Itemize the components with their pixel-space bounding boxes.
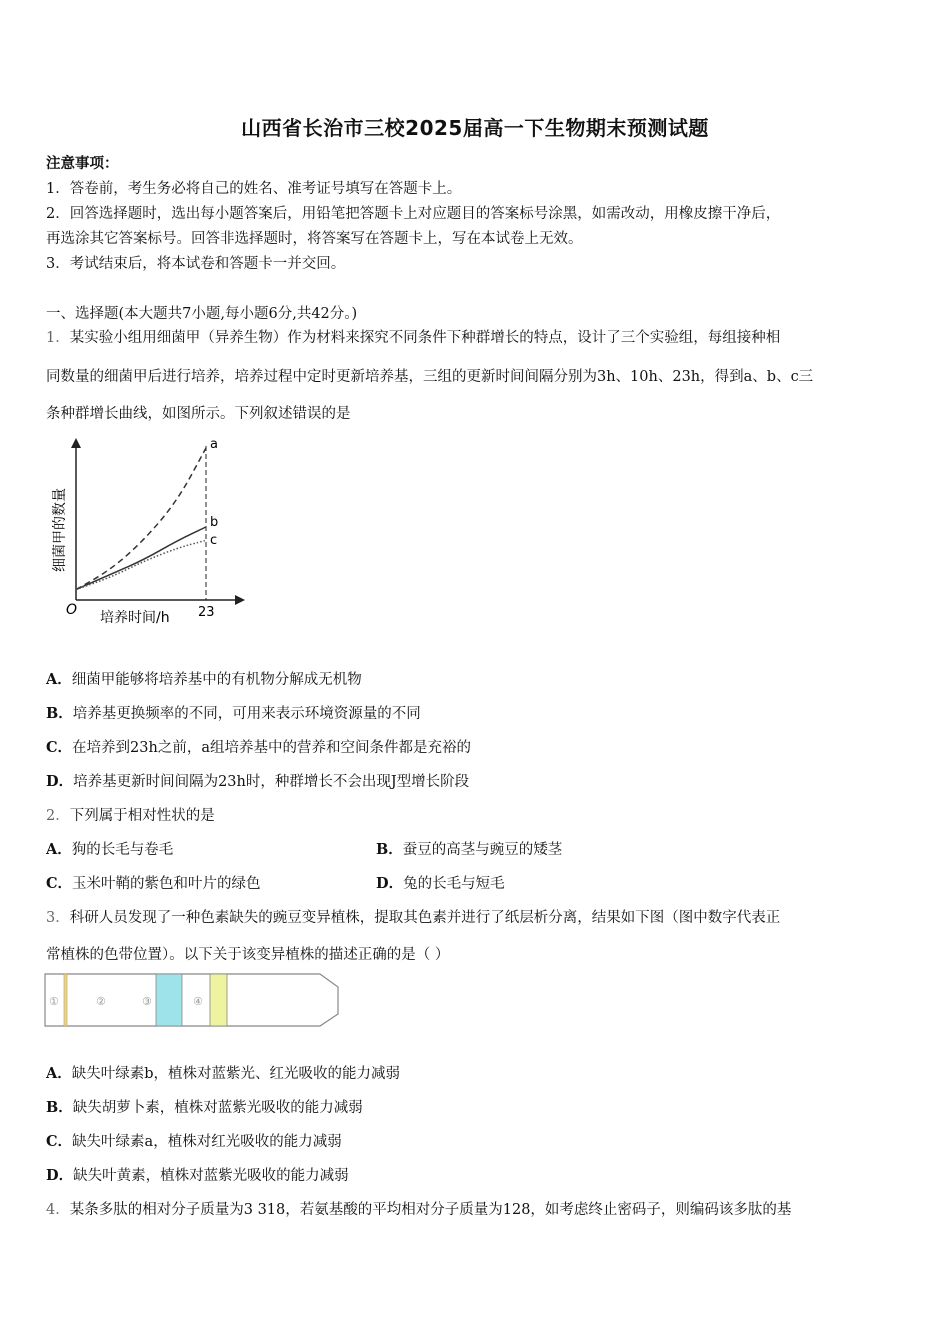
x-axis-label: 培养时间/h bbox=[100, 610, 170, 626]
option-text: 缺失叶绿素a，植株对红光吸收的能力减弱 bbox=[72, 1134, 342, 1150]
option-label: C． bbox=[46, 739, 73, 756]
question-number: 4． bbox=[46, 1202, 70, 1218]
question-number: 1． bbox=[46, 330, 70, 346]
option-d bbox=[46, 770, 469, 791]
series-b-label: b bbox=[210, 515, 219, 530]
question-1-line bbox=[46, 326, 780, 347]
x-tick-label: 23 bbox=[198, 605, 215, 620]
option-a bbox=[46, 668, 362, 689]
option-text: 在培养到23h之前，a组培养基中的营养和空间条件都是充裕的 bbox=[72, 740, 471, 756]
notice-item: 再选涂其它答案标号。回答非选择题时，将答案写在答题卡上，写在本试卷上无效。 bbox=[46, 231, 583, 247]
question-2-line bbox=[46, 804, 215, 825]
origin-label: O bbox=[66, 602, 78, 618]
question-text: 条种群增长曲线，如图所示。下列叙述错误的是 bbox=[46, 406, 351, 422]
notice-heading: 注意事项： bbox=[46, 155, 119, 172]
chromatography-strip bbox=[44, 972, 344, 1032]
question-text: 同数量的细菌甲后进行培养，培养过程中定时更新培养基，三组的更新时间间隔分别为3h、10h、23h，得到a、b、c三 bbox=[46, 369, 814, 385]
option-b bbox=[46, 702, 421, 723]
option-a bbox=[46, 838, 173, 859]
option-c bbox=[46, 1130, 342, 1151]
question-text: 某实验小组用细菌甲（异养生物）作为材料来探究不同条件下种群增长的特点，设计了三个实验组，每组接种相 bbox=[69, 330, 781, 346]
option-label: D． bbox=[376, 875, 404, 892]
series-a-line bbox=[76, 448, 206, 590]
question-4-line bbox=[46, 1198, 791, 1219]
option-label: A． bbox=[46, 1065, 72, 1082]
option-d bbox=[46, 1164, 349, 1185]
band-1 bbox=[64, 974, 67, 1026]
option-label: A． bbox=[46, 841, 72, 858]
option-text: 培养基更换频率的不同，可用来表示环境资源量的不同 bbox=[72, 706, 421, 722]
section-heading: 一、选择题(本大题共7小题,每小题6分,共42分。) bbox=[46, 306, 358, 322]
option-text: 玉米叶鞘的紫色和叶片的绿色 bbox=[72, 876, 261, 892]
question-text: 科研人员发现了一种色素缺失的豌豆变异植株，提取其色素并进行了纸层析分离，结果如下图（图中数字代表正 bbox=[69, 910, 781, 926]
question-text: 某条多肽的相对分子质量为3 318，若氨基酸的平均相对分子质量为128，如考虑终止密码子，则编码该多肽的基 bbox=[69, 1202, 792, 1218]
option-text: 缺失胡萝卜素，植株对蓝紫光吸收的能力减弱 bbox=[72, 1100, 363, 1116]
option-text: 缺失叶黄素，植株对蓝紫光吸收的能力减弱 bbox=[73, 1168, 349, 1184]
band-label: ④ bbox=[193, 995, 203, 1008]
notice-item: 3．考试结束后，将本试卷和答题卡一并交回。 bbox=[46, 256, 346, 272]
notice-item: 2．回答选择题时，选出每小题答案后，用铅笔把答题卡上对应题目的答案标号涂黑，如需改动，用橡皮擦干净后， bbox=[46, 206, 781, 222]
notice-item: 1．答卷前，考生务必将自己的姓名、准考证号填写在答题卡上。 bbox=[46, 181, 462, 197]
band-label: ① bbox=[49, 995, 59, 1008]
series-c-line bbox=[76, 540, 206, 589]
option-text: 蚕豆的高茎与豌豆的矮茎 bbox=[402, 842, 563, 858]
option-label: C． bbox=[46, 875, 73, 892]
question-number: 3． bbox=[46, 910, 70, 926]
option-b bbox=[46, 1096, 363, 1117]
question-number: 2． bbox=[46, 808, 70, 824]
question-3-line bbox=[46, 906, 780, 927]
option-c bbox=[46, 736, 471, 757]
growth-chart bbox=[40, 432, 260, 632]
option-c bbox=[46, 872, 261, 893]
option-text: 缺失叶绿素b，植株对蓝紫光、红光吸收的能力减弱 bbox=[71, 1066, 401, 1082]
option-d bbox=[376, 872, 505, 893]
page-title: 山西省长治市三校2025届高一下生物期末预测试题 bbox=[241, 116, 709, 140]
option-label: A． bbox=[46, 671, 72, 688]
series-b-line bbox=[76, 527, 206, 590]
option-label: B． bbox=[376, 841, 403, 858]
y-axis-arrow bbox=[71, 438, 81, 448]
option-label: D． bbox=[46, 1167, 74, 1184]
band-label: ③ bbox=[142, 995, 152, 1008]
series-a-label: a bbox=[210, 437, 218, 452]
option-text: 细菌甲能够将培养基中的有机物分解成无机物 bbox=[71, 672, 362, 688]
question-text: 常植株的色带位置）。以下关于该变异植株的描述正确的是（ ） bbox=[46, 947, 450, 963]
band-4 bbox=[210, 974, 227, 1026]
option-text: 兔的长毛与短毛 bbox=[403, 876, 505, 892]
x-axis-arrow bbox=[235, 595, 245, 605]
option-label: C． bbox=[46, 1133, 73, 1150]
option-text: 狗的长毛与卷毛 bbox=[71, 842, 174, 858]
option-label: B． bbox=[46, 1099, 73, 1116]
band-label: ② bbox=[96, 995, 106, 1008]
y-axis-label: 细菌甲的数量 bbox=[52, 488, 68, 572]
option-b bbox=[376, 838, 562, 859]
option-text: 培养基更新时间间隔为23h时，种群增长不会出现J型增长阶段 bbox=[73, 774, 470, 790]
paper-strip bbox=[45, 974, 338, 1026]
option-label: D． bbox=[46, 773, 74, 790]
series-c-label: c bbox=[210, 533, 218, 548]
question-text: 下列属于相对性状的是 bbox=[69, 808, 215, 824]
option-a bbox=[46, 1062, 400, 1083]
band-3 bbox=[156, 974, 182, 1026]
option-label: B． bbox=[46, 705, 73, 722]
